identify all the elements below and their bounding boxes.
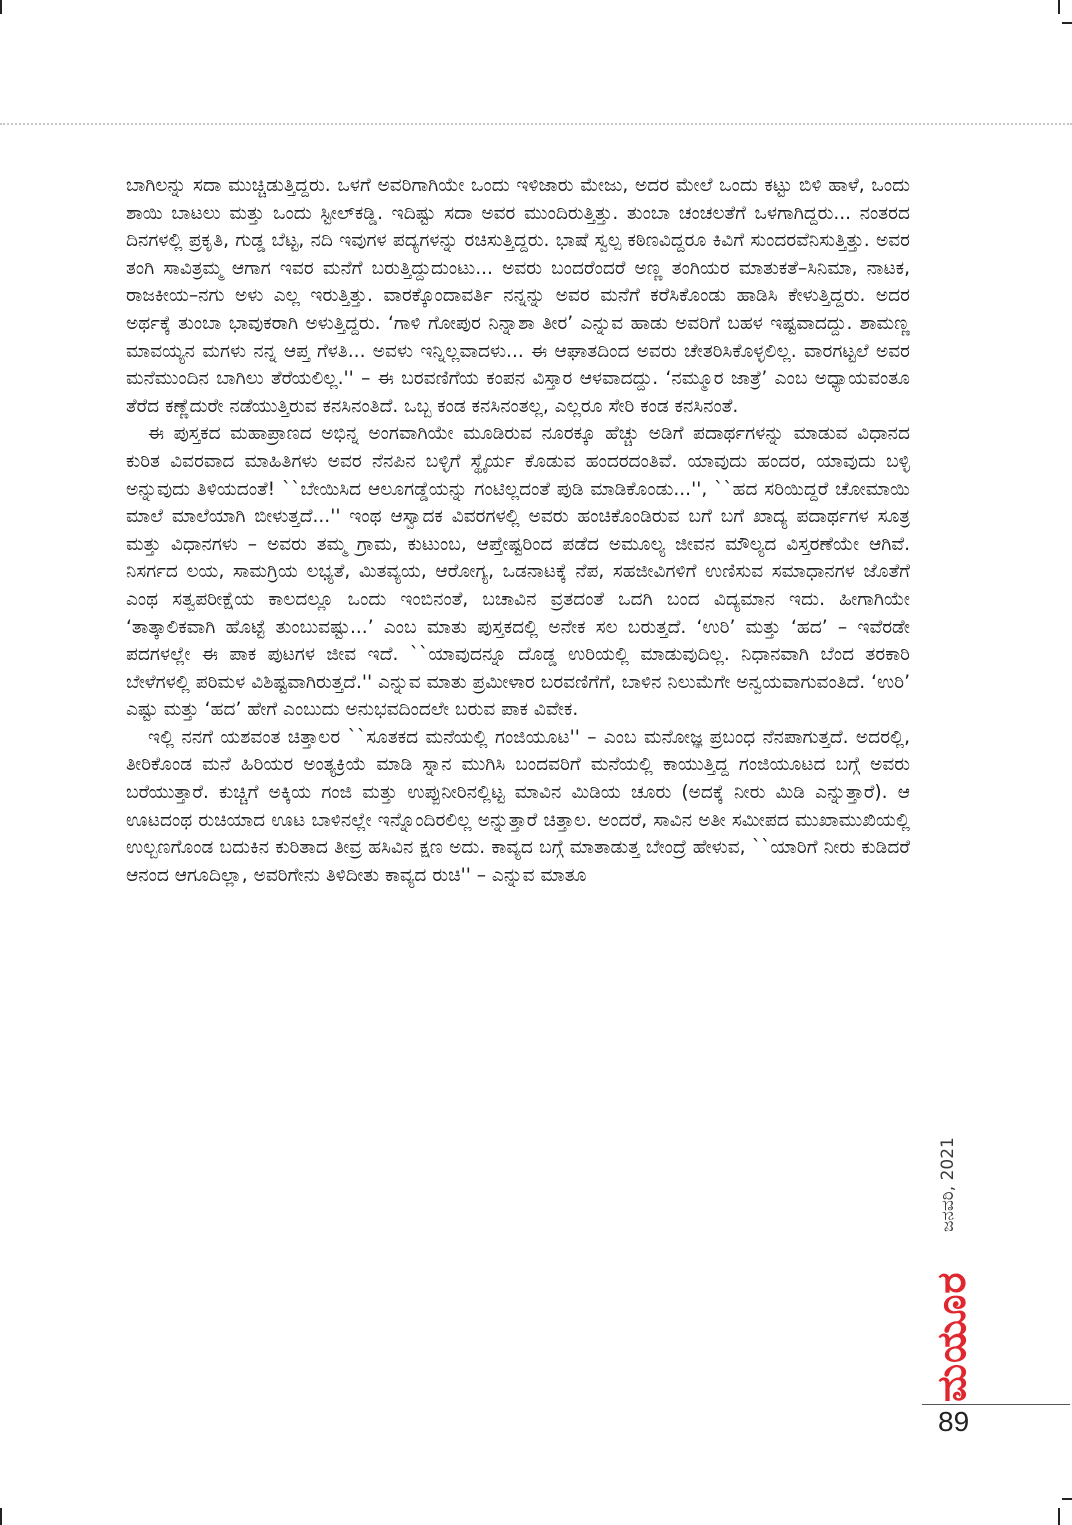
paragraph-3: ಇಲ್ಲಿ ನನಗೆ ಯಶವಂತ ಚಿತ್ತಾಲರ ``ಸೂತಕದ ಮನೆಯಲ್ಲಿ ಗಂಜಿಯೂಟ'' – ಎಂಬ ಮನೋಜ್ಞ ಪ್ರಬಂಧ ನೆನಪಾಗುತ್ತದೆ. ಅದರಲ್ಲಿ, ತೀರಿಕೊಂಡ ಮನೆ ಹಿರಿಯರ ಅಂತ್ಯಕ್ರಿಯೆ ಮಾಡಿ ಸ್ನಾನ ಮುಗಿಸಿ ಬಂದವರಿಗೆ ಮನೆಯಲ್ಲಿ ಕಾಯುತ್ತಿದ್ದ ಗಂಜಿಯೂಟದ ಬಗ್ಗೆ ಅವರು ಬರೆಯುತ್ತಾರೆ. ಕುಚ್ಚಿಗೆ ಅಕ್ಕಿಯ ಗಂಜಿ ಮತ್ತು ಉಪ್ಪುನೀರಿನಲ್ಲಿಟ್ಟ ಮಾವಿನ ಮಿಡಿಯ ಚೂರು (ಅದಕ್ಕೆ ನೀರು ಮಿಡಿ ಎನ್ನುತ್ತಾರೆ). ಆ ಊಟದಂಥ ರುಚಿಯಾದ ಊಟ ಬಾಳಿನಲ್ಲೇ ಇನ್ನೊಂದಿರಲಿಲ್ಲ ಅನ್ನುತ್ತಾರೆ ಚಿತ್ತಾಲ. ಅಂದರೆ, ಸಾವಿನ ಅತೀ ಸಮೀಪದ ಮುಖಾಮುಖಿಯಲ್ಲಿ ಉಲ್ಬಣಗೊಂಡ ಬದುಕಿನ ಕುರಿತಾದ ತೀವ್ರ ಹಸಿವಿನ ಕ್ಷಣ ಅದು. ಕಾವ್ಯದ ಬಗ್ಗೆ ಮಾತಾಡುತ್ತ ಬೇಂದ್ರೆ ಹೇಳುವ, ``ಯಾರಿಗೆ ನೀರು ಕುಡಿದರೆ ಆನಂದ ಆಗೂದಿಲ್ಲಾ, ಅವರಿಗೇನು ತಿಳಿದೀತು ಕಾವ್ಯದ ರುಚಿ'' – ಎನ್ನುವ ಮಾತೂ	[126, 726, 910, 886]
crop-mark-top-left	[0, 0, 2, 14]
paragraph-2: ಈ ಪುಸ್ತಕದ ಮಹಾಪ್ರಾಣದ ಅಭಿನ್ನ ಅಂಗವಾಗಿಯೇ ಮೂಡಿರುವ ನೂರಕ್ಕೂ ಹೆಚ್ಚು ಅಡಿಗೆ ಪದಾರ್ಥಗಳನ್ನು ಮಾಡುವ ವಿಧಾನದ ಕುರಿತ ವಿವರವಾದ ಮಾಹಿತಿಗಳು ಅವರ ನೆನಪಿನ ಬಳ್ಳಿಗೆ ಸ್ಥೈರ್ಯ ಕೊಡುವ ಹಂದರದಂತಿವೆ. ಯಾವುದು ಹಂದರ, ಯಾವುದು ಬಳ್ಳಿ ಅನ್ನುವುದು ತಿಳಿಯದಂತೆ! ``ಬೇಯಿಸಿದ ಆಲೂಗಡ್ಡೆಯನ್ನು ಗಂಟಿಲ್ಲದಂತೆ ಪುಡಿ ಮಾಡಿಕೊಂಡು...'', ``ಹದ ಸರಿಯಿದ್ದರೆ ಚೋಮಾಯಿ ಮಾಲೆ ಮಾಲೆಯಾಗಿ ಬೀಳುತ್ತದೆ...'' ಇಂಥ ಆಸ್ವಾದಕ ವಿವರಗಳಲ್ಲಿ ಅವರು ಹಂಚಿಕೊಂಡಿರುವ ಬಗೆ ಬಗೆ ಖಾದ್ಯ ಪದಾರ್ಥಗಳ ಸೂತ್ರ ಮತ್ತು ವಿಧಾನಗಳು – ಅವರು ತಮ್ಮ ಗ್ರಾಮ, ಕುಟುಂಬ, ಆಪ್ತೇಷ್ಟರಿಂದ ಪಡೆದ ಅಮೂಲ್ಯ ಜೀವನ ಮೌಲ್ಯದ ವಿಸ್ತರಣೆಯೇ ಆಗಿವೆ. ನಿಸರ್ಗದ ಲಯ, ಸಾಮಗ್ರಿಯ ಲಭ್ಯತೆ, ಮಿತವ್ಯಯ, ಆರೋಗ್ಯ, ಒಡನಾಟಕ್ಕೆ ನೆಪ, ಸಹಜೀವಿಗಳಿಗೆ ಉಣಿಸುವ ಸಮಾಧಾನಗಳ ಜೊತೆಗೆ ಎಂಥ ಸತ್ವಪರೀಕ್ಷೆಯ ಕಾಲದಲ್ಲೂ ಒಂದು ಇಂಬಿನಂತೆ, ಬಚಾವಿನ ವ್ರತದಂತೆ ಒದಗಿ ಬಂದ ವಿದ್ಯಮಾನ ಇದು. ಹೀಗಾಗಿಯೇ ‘ತಾತ್ಕಾಲಿಕವಾಗಿ ಹೊಟ್ಟೆ ತುಂಬುವಷ್ಟು...’ ಎಂಬ ಮಾತು ಪುಸ್ತಕದಲ್ಲಿ ಅನೇಕ ಸಲ ಬರುತ್ತದೆ. ‘ಉರಿ’ ಮತ್ತು ‘ಹದ’ – ಇವೆರಡೇ ಪದಗಳಲ್ಲೇ ಈ ಪಾಕ ಪುಟಗಳ ಜೀವ ಇದೆ. ``ಯಾವುದನ್ನೂ ದೊಡ್ಡ ಉರಿಯಲ್ಲಿ ಮಾಡುವುದಿಲ್ಲ. ನಿಧಾನವಾಗಿ ಬೆಂದ ತರಕಾರಿ ಬೇಳೆಗಳಲ್ಲಿ ಪರಿಮಳ ವಿಶಿಷ್ಟವಾಗಿರುತ್ತದೆ.'' ಎನ್ನುವ ಮಾತು ಪ್ರಮೀಳಾರ ಬರವಣಿಗೆಗೆ, ಬಾಳಿನ ನಿಲುಮೆಗೇ ಅನ್ವಯವಾಗುವಂತಿದೆ. ‘ಉರಿ’ ಎಷ್ಟು ಮತ್ತು ‘ಹದ’ ಹೇಗೆ ಎಂಬುದು ಅನುಭವದಿಂದಲೇ ಬರುವ ಪಾಕ ವಿವೇಕ.	[126, 423, 910, 721]
footer-rule	[922, 1404, 1070, 1405]
crop-mark-bottom-left	[0, 1508, 2, 1525]
crop-mark-bottom-right	[1058, 1508, 1060, 1525]
magazine-logo: ಮಯೂರ	[929, 1271, 975, 1402]
crop-mark-right-lower	[1062, 1498, 1072, 1500]
paragraph-1: ಬಾಗಿಲನ್ನು ಸದಾ ಮುಚ್ಚಿಡುತ್ತಿದ್ದರು. ಒಳಗೆ ಅವರಿಗಾಗಿಯೇ ಒಂದು ಇಳಿಜಾರು ಮೇಜು, ಅದರ ಮೇಲೆ ಒಂದು ಕಟ್ಟು ಬಿಳಿ ಹಾಳೆ, ಒಂದು ಶಾಯಿ ಬಾಟಲು ಮತ್ತು ಒಂದು ಸ್ಟೀಲ್‌ಕಡ್ಡಿ. ಇದಿಷ್ಟು ಸದಾ ಅವರ ಮುಂದಿರುತ್ತಿತ್ತು. ತುಂಬಾ ಚಂಚಲತೆಗೆ ಒಳಗಾಗಿದ್ದರು... ನಂತರದ ದಿನಗಳಲ್ಲಿ ಪ್ರಕೃತಿ, ಗುಡ್ಡ ಬೆಟ್ಟ, ನದಿ ಇವುಗಳ ಪದ್ಯಗಳನ್ನು ರಚಿಸುತ್ತಿದ್ದರು. ಭಾಷೆ ಸ್ವಲ್ಪ ಕಠಿಣವಿದ್ದರೂ ಕಿವಿಗೆ ಸುಂದರವೆನಿಸುತ್ತಿತ್ತು. ಅವರ ತಂಗಿ ಸಾವಿತ್ರಮ್ಮ ಆಗಾಗ ಇವರ ಮನೆಗೆ ಬರುತ್ತಿದ್ದುದುಂಟು... ಅವರು ಬಂದರೆಂದರೆ ಅಣ್ಣ ತಂಗಿಯರ ಮಾತುಕತೆ–ಸಿನಿಮಾ, ನಾಟಕ, ರಾಜಕೀಯ–ನಗು ಅಳು ಎಲ್ಲ ಇರುತ್ತಿತ್ತು. ವಾರಕ್ಕೊಂದಾವರ್ತಿ ನನ್ನನ್ನು ಅವರ ಮನೆಗೆ ಕರೆಸಿಕೊಂಡು ಹಾಡಿಸಿ ಕೇಳುತ್ತಿದ್ದರು. ಅದರ ಅರ್ಥಕ್ಕೆ ತುಂಬಾ ಭಾವುಕರಾಗಿ ಅಳುತ್ತಿದ್ದರು. ‘ಗಾಳಿ ಗೋಪುರ ನಿನ್ನಾಶಾ ತೀರ’ ಎನ್ನುವ ಹಾಡು ಅವರಿಗೆ ಬಹಳ ಇಷ್ಟವಾದದ್ದು. ಶಾಮಣ್ಣ ಮಾವಯ್ಯನ ಮಗಳು ನನ್ನ ಆಪ್ತ ಗೆಳತಿ... ಅವಳು ಇನ್ನಿಲ್ಲವಾದಳು... ಈ ಆಘಾತದಿಂದ ಅವರು ಚೇತರಿಸಿಕೊಳ್ಳಲಿಲ್ಲ. ವಾರಗಟ್ಟಲೆ ಅವರ ಮನೆಮುಂದಿನ ಬಾಗಿಲು ತೆರೆಯಲಿಲ್ಲ.'' – ಈ ಬರವಣಿಗೆಯ ಕಂಪನ ವಿಸ್ತಾರ ಆಳವಾದದ್ದು. ‘ನಮ್ಮೂರ ಜಾತ್ರೆ’ ಎಂಬ ಅಧ್ಯಾಯವಂತೂ ತೆರೆದ ಕಣ್ಣೆದುರೇ ನಡೆಯುತ್ತಿರುವ ಕನಸಿನಂತಿದೆ. ಒಬ್ಬ ಕಂಡ ಕನಸಿನಂತಲ್ಲ, ಎಲ್ಲರೂ ಸೇರಿ ಕಂಡ ಕನಸಿನಂತೆ.	[126, 175, 910, 417]
header-dotted-rule	[0, 123, 1072, 125]
crop-mark-right-upper	[1062, 22, 1072, 24]
issue-date: ಜನವರಿ, 2021	[938, 1137, 958, 1232]
article-body	[126, 172, 910, 889]
crop-mark-top-right	[1058, 0, 1060, 14]
page-number: 89	[938, 1406, 970, 1437]
